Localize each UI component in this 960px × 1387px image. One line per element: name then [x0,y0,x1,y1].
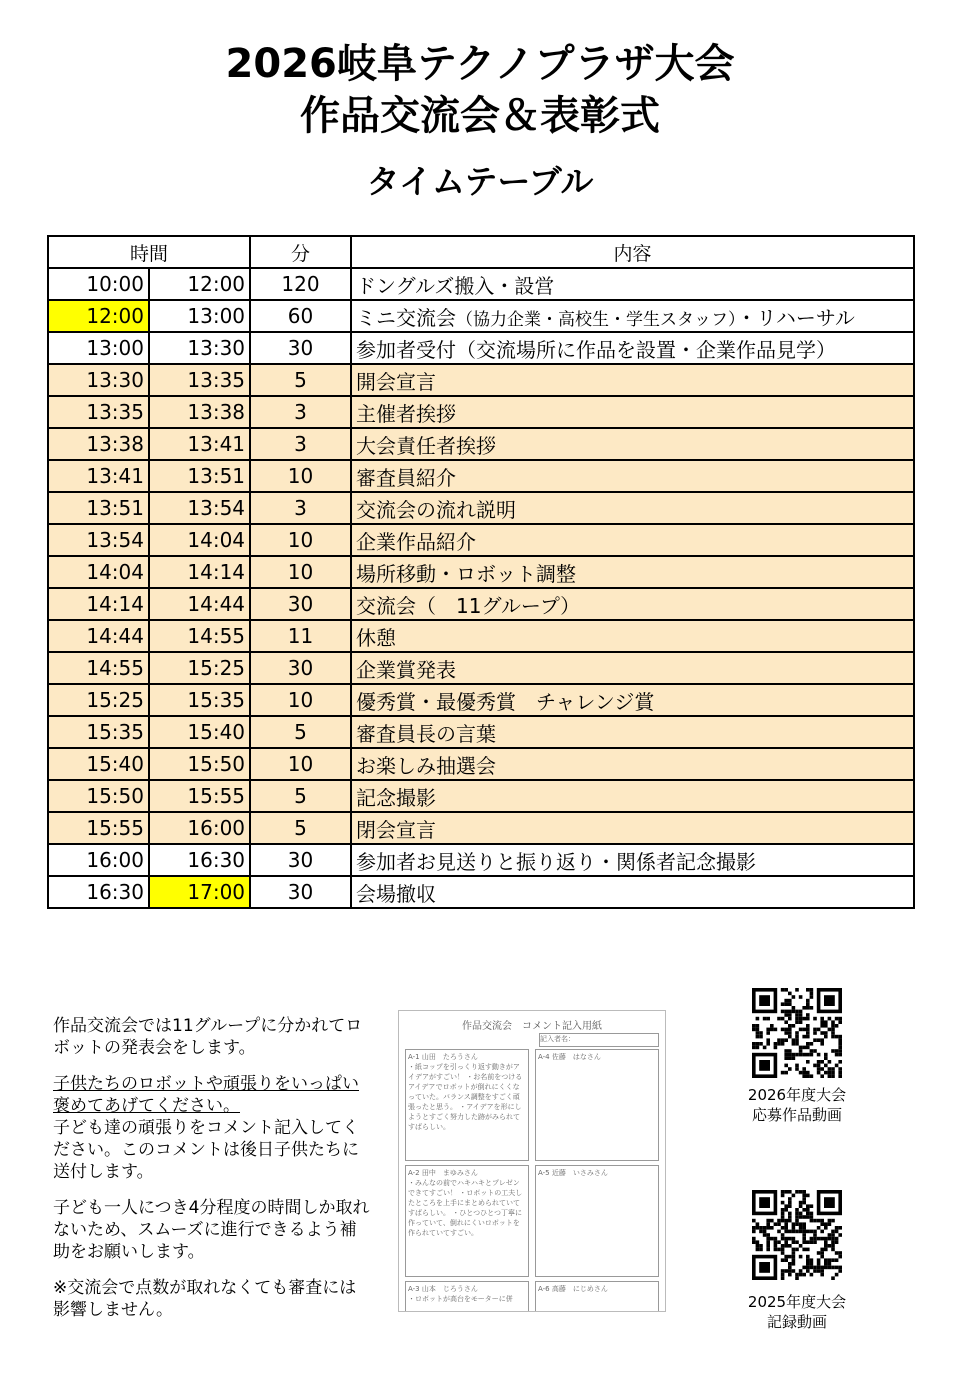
duration: 10 [250,556,351,588]
end-time: 13:54 [149,492,250,524]
card-head: A-1 山田 たろうさん [408,1053,478,1061]
duration: 10 [250,460,351,492]
comment-sheet-sample [398,1010,666,1312]
start-time: 14:14 [48,588,149,620]
comment-card [405,1049,529,1161]
duration: 10 [250,684,351,716]
card-body: ・みんなの前でハキハキとプレゼンできてすごい！ ・ロボットの工夫したところを上手にまとめられていてすばらしい。 ・ひとつひとつ丁寧に作っていて、倒れにくいロボットを作られていてすごい。 [408,1179,523,1237]
comment-card [535,1049,659,1161]
table-row [48,876,914,908]
description [351,300,914,332]
description: 主催者挨拶 [351,396,914,428]
duration: 30 [250,876,351,908]
start-time: 15:40 [48,748,149,780]
card-body: ・ロボットが高台をモーターに併 [408,1295,513,1303]
description: 開会宣言 [351,364,914,396]
end-time: 14:04 [149,524,250,556]
start-time: 14:44 [48,620,149,652]
table-row [48,556,914,588]
end-time: 13:00 [149,300,250,332]
end-time: 13:35 [149,364,250,396]
start-time: 16:00 [48,844,149,876]
duration: 5 [250,812,351,844]
qr-caption-line2: 記録動画 [766,1313,827,1331]
table-row [48,620,914,652]
start-time: 15:50 [48,780,149,812]
end-time: 13:30 [149,332,250,364]
table-row [48,364,914,396]
end-time: 17:00 [149,876,250,908]
note-groups: 作品交流会では11グループに分かれてロボットの発表会をします。 [53,1016,363,1058]
sheet-title: 作品交流会 コメント記入用紙 [462,1021,602,1032]
description: 交流会の流れ説明 [351,492,914,524]
table-row [48,652,914,684]
table-row [48,684,914,716]
table-header-row [48,236,914,268]
qr-caption-2026 [707,1085,887,1125]
card-head: A-3 山本 じろうさん [408,1285,478,1293]
description: 優秀賞・最優秀賞 チャレンジ賞 [351,684,914,716]
table-row [48,428,914,460]
start-time: 15:35 [48,716,149,748]
end-time: 13:41 [149,428,250,460]
duration: 30 [250,332,351,364]
description: 会場撤収 [351,876,914,908]
table-row [48,300,914,332]
description: お楽しみ抽選会 [351,748,914,780]
sheet-name-field: 記入者名： [539,1033,659,1047]
header-content: 内容 [351,236,914,268]
end-time: 14:55 [149,620,250,652]
subtitle: タイムテーブル [366,162,594,201]
description: 場所移動・ロボット調整 [351,556,914,588]
duration: 30 [250,844,351,876]
comment-card [405,1281,529,1312]
qr-caption-line1: 2026年度大会 [747,1086,847,1104]
table-row [48,844,914,876]
end-time: 15:55 [149,780,250,812]
start-time: 14:04 [48,556,149,588]
end-time: 15:50 [149,748,250,780]
qr-caption-2025 [707,1292,887,1332]
duration: 10 [250,524,351,556]
end-time: 15:40 [149,716,250,748]
header-minutes: 分 [250,236,351,268]
duration: 11 [250,620,351,652]
start-time: 13:38 [48,428,149,460]
end-time: 14:44 [149,588,250,620]
start-time: 13:51 [48,492,149,524]
start-time: 13:54 [48,524,149,556]
end-time: 15:25 [149,652,250,684]
description-main: ミニ交流会 [356,305,457,330]
duration: 10 [250,748,351,780]
qr-code-icon[interactable] [752,988,842,1078]
description: 企業賞発表 [351,652,914,684]
duration: 60 [250,300,351,332]
start-time: 13:00 [48,332,149,364]
start-time: 15:55 [48,812,149,844]
duration: 5 [250,716,351,748]
qr-code-icon[interactable] [752,1190,842,1280]
duration: 3 [250,428,351,460]
duration: 30 [250,588,351,620]
duration: 5 [250,780,351,812]
start-time: 16:30 [48,876,149,908]
note-praise: 子供たちのロボットや頑張りをいっぱい褒めてあげてください。 [53,1074,359,1116]
qr-caption-line2: 応募作品動画 [751,1106,842,1124]
page-title: 2026岐阜テクノプラザ大会 [225,41,735,87]
end-time: 16:30 [149,844,250,876]
start-time: 14:55 [48,652,149,684]
duration: 30 [250,652,351,684]
table-row [48,588,914,620]
description: 企業作品紹介 [351,524,914,556]
card-body: ・紙コップを引っくり返す動きがアイデアがすごい！ ・お名前をつけるアイデアでロボットが倒れにくくなっていた。バランス調整をすごく頑張ったと思う。 ・アイデアを形にしようとすごく努力した跡がみられてすばらしい。 [408,1063,523,1131]
start-time: 13:41 [48,460,149,492]
notes [53,1015,373,1321]
start-time: 13:30 [48,364,149,396]
duration: 120 [250,268,351,300]
end-time: 13:38 [149,396,250,428]
header-time: 時間 [48,236,250,268]
page-title-line2: 作品交流会＆表彰式 [300,93,660,139]
description: 閉会宣言 [351,812,914,844]
start-time: 15:25 [48,684,149,716]
qr-caption-line1: 2025年度大会 [747,1293,847,1311]
note-time: 子ども一人につき4分程度の時間しか取れないため、スムーズに進行できるよう補助をお願いします。 [53,1198,370,1262]
start-time: 12:00 [48,300,149,332]
table-row [48,396,914,428]
description: 休憩 [351,620,914,652]
description: 審査員長の言葉 [351,716,914,748]
description: 交流会（ 11グループ） [351,588,914,620]
comment-card [405,1165,529,1277]
timetable [47,235,915,909]
table-row [48,812,914,844]
end-time: 12:00 [149,268,250,300]
table-row [48,332,914,364]
card-head: A-2 田中 まゆみさん [408,1169,478,1177]
comment-card [535,1281,659,1312]
start-time: 10:00 [48,268,149,300]
table-row [48,716,914,748]
card-head: A-4 佐藤 はなさん [538,1053,601,1061]
end-time: 15:35 [149,684,250,716]
end-time: 13:51 [149,460,250,492]
description: ドングルズ搬入・設営 [351,268,914,300]
note-score: ※交流会で点数が取れなくても審査には影響しません。 [53,1278,357,1320]
description: 大会責任者挨拶 [351,428,914,460]
table-row [48,268,914,300]
table-row [48,460,914,492]
card-head: A-5 近藤 いさみさん [538,1169,608,1177]
duration: 5 [250,364,351,396]
end-time: 14:14 [149,556,250,588]
table-row [48,748,914,780]
duration: 3 [250,396,351,428]
end-time: 16:00 [149,812,250,844]
description: 参加者お見送りと振り返り・関係者記念撮影 [351,844,914,876]
table-row [48,492,914,524]
description: 参加者受付（交流場所に作品を設置・企業作品見学） [351,332,914,364]
description: 記念撮影 [351,780,914,812]
start-time: 13:35 [48,396,149,428]
description-tail: ・リハーサル [736,305,855,330]
duration: 3 [250,492,351,524]
note-comment: 子ども達の頑張りをコメント記入してください。このコメントは後日子供たちに送付します。 [53,1118,359,1182]
card-head: A-6 高藤 にじめさん [538,1285,608,1293]
comment-card [535,1165,659,1277]
table-row [48,780,914,812]
description-note: （協力企業・高校生・学生スタッフ） [456,309,737,330]
table-row [48,524,914,556]
description: 審査員紹介 [351,460,914,492]
